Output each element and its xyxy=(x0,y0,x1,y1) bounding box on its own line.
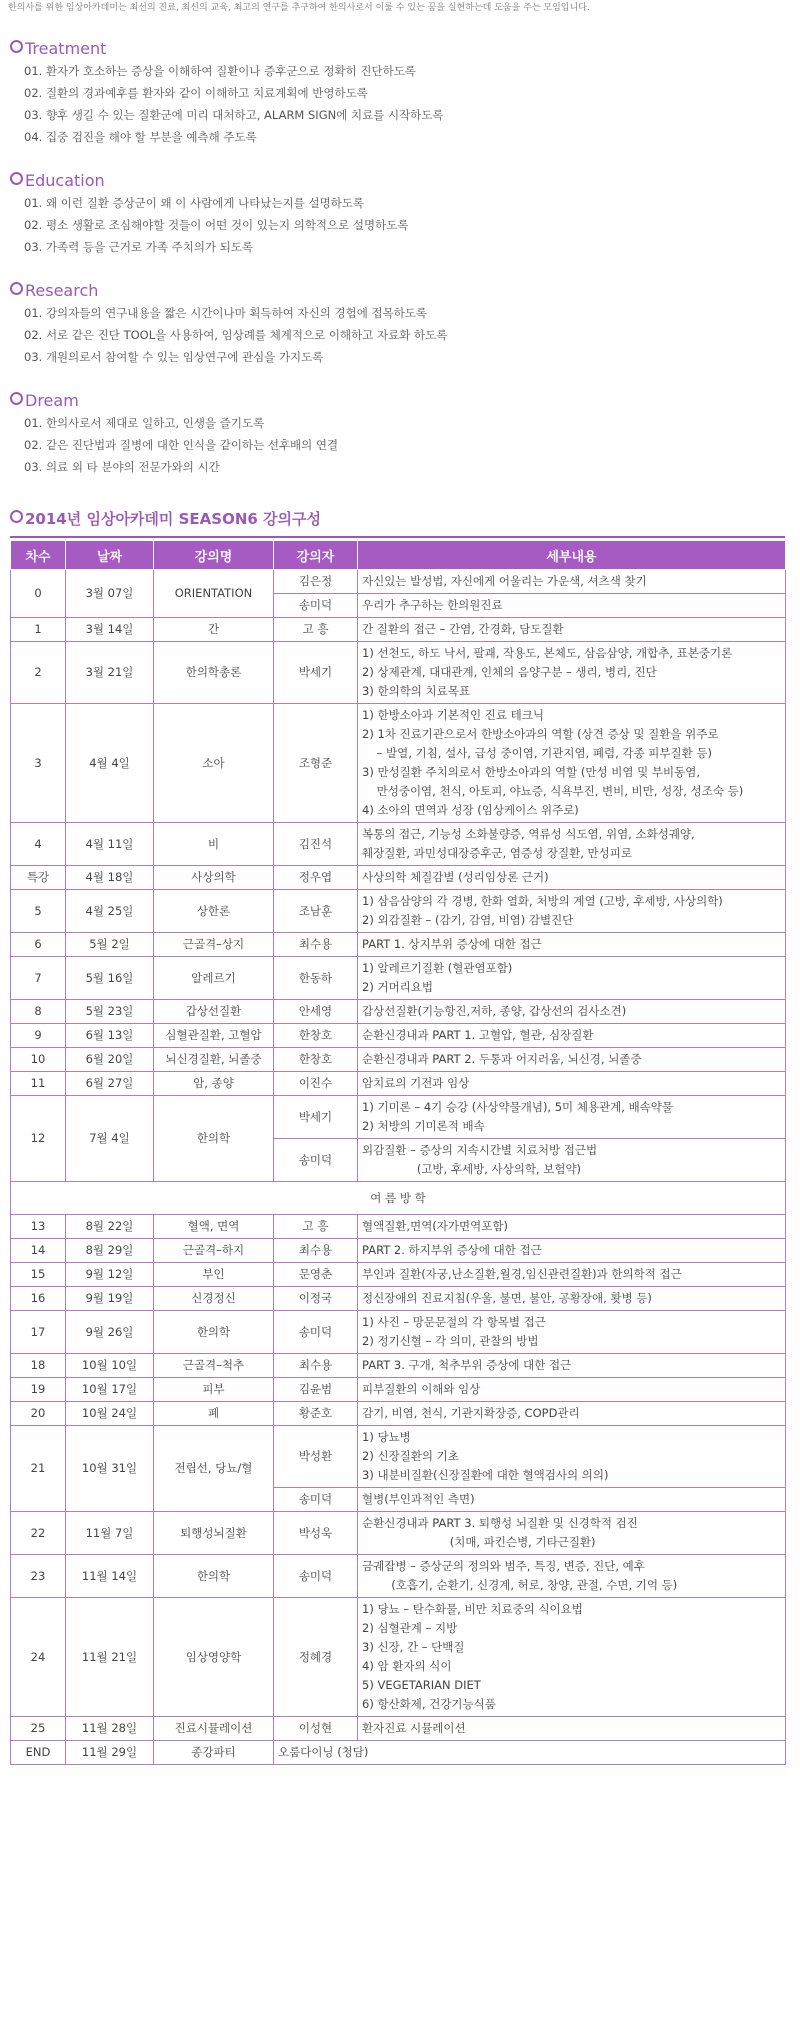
cell-lecturer: 김은정 xyxy=(274,570,358,594)
table-row xyxy=(11,618,786,642)
section-item: 01. 한의사로서 제대로 일하고, 인생을 즐기도록 xyxy=(24,416,265,430)
cell-date: 10월 24일 xyxy=(66,1402,154,1426)
cell-title: 한의학 xyxy=(154,1311,274,1354)
cell-content: 1) 한방소아과 기본적인 진료 테크닉 2) 1차 진료기관으로서 한방소아과의 역할 (상견 증상 및 질환을 위주로 – 발열, 기침, 설사, 급성 중이염, 기관지염, 폐렴, 각종 피부질환 등) 3) 만성질환 주치의로서 한방소아과의 역할 (만성 비염 및 부비동염, 만성중이염, 천식, 아토피, 야뇨증, 식욕부진, 변비, 비만, 성장, 성조숙 등) 4) 소아의 면역과 성장 (임상케이스 위주로) xyxy=(358,704,786,823)
cell-no: 21 xyxy=(11,1426,66,1512)
table-row xyxy=(11,933,786,957)
cell-no: 25 xyxy=(11,1717,66,1741)
cell-no: 17 xyxy=(11,1311,66,1354)
cell-content: 1) 알레르기질환 (혈관염포함) 2) 거머리요법 xyxy=(358,957,786,1000)
cell-lecturer: 조남훈 xyxy=(274,890,358,933)
cell-title: 혈액, 면역 xyxy=(154,1215,274,1239)
cell-title: 종강파티 xyxy=(154,1741,274,1765)
cell-title: 피부 xyxy=(154,1378,274,1402)
cell-title: 심혈관질환, 고혈압 xyxy=(154,1024,274,1048)
section-title-text: Education xyxy=(25,171,105,190)
cell-lecturer: 한창호 xyxy=(274,1024,358,1048)
cell-no: 18 xyxy=(11,1354,66,1378)
schedule-title xyxy=(10,508,321,530)
cell-no: 1 xyxy=(11,618,66,642)
cell-date: 9월 26일 xyxy=(66,1311,154,1354)
cell-lecturer: 문영춘 xyxy=(274,1263,358,1287)
cell-lecturer: 최수용 xyxy=(274,1239,358,1263)
section-item: 01. 환자가 호소하는 증상을 이해하여 질환이나 증후군으로 정확히 진단하도록 xyxy=(24,64,416,78)
section-research xyxy=(10,280,447,368)
cell-lecturer: 박세기 xyxy=(274,642,358,704)
cell-date: 11월 7일 xyxy=(66,1512,154,1555)
table-row xyxy=(11,1239,786,1263)
cell-no: 15 xyxy=(11,1263,66,1287)
cell-date: 4월 4일 xyxy=(66,704,154,823)
cell-title: 진료시뮬레이션 xyxy=(154,1717,274,1741)
cell-lecturer: 김진석 xyxy=(274,823,358,866)
cell-date: 7월 4일 xyxy=(66,1096,154,1182)
cell-content: 1) 당뇨병 2) 신장질환의 기초 3) 내분비질환(신장질환에 대한 혈액검사의 의의) xyxy=(358,1426,786,1488)
cell-content: 갑상선질환(기능항진,저하, 종양, 갑상선의 검사소견) xyxy=(358,1000,786,1024)
cell-lecturer: 황준호 xyxy=(274,1402,358,1426)
cell-content: PART 1. 상지부위 증상에 대한 접근 xyxy=(358,933,786,957)
cell-no: 2 xyxy=(11,642,66,704)
circle-bullet-icon xyxy=(10,172,23,185)
circle-bullet-icon xyxy=(10,392,23,405)
cell-content: 간 질환의 접근 – 간염, 간경화, 담도질환 xyxy=(358,618,786,642)
table-row xyxy=(11,1024,786,1048)
section-item: 01. 왜 이런 질환 증상군이 왜 이 사람에게 나타났는지를 설명하도록 xyxy=(24,196,365,210)
cell-no: 16 xyxy=(11,1287,66,1311)
cell-date: 3월 21일 xyxy=(66,642,154,704)
cell-no: 7 xyxy=(11,957,66,1000)
cell-no: END xyxy=(11,1741,66,1765)
table-row xyxy=(11,1354,786,1378)
cell-lecturer: 정우엽 xyxy=(274,866,358,890)
cell-content: 부인과 질환(자궁,난소질환,월경,임신관련질환)과 한의학적 접근 xyxy=(358,1263,786,1287)
cell-lecturer: 송미덕 xyxy=(274,1311,358,1354)
cell-title: 근골격–척추 xyxy=(154,1354,274,1378)
cell-content: 오룸다이닝 (청담) xyxy=(274,1741,786,1765)
section-item: 03. 가족력 등을 근거로 가족 주치의가 되도록 xyxy=(24,240,254,254)
table-row xyxy=(11,1048,786,1072)
cell-title: 알레르기 xyxy=(154,957,274,1000)
section-item: 02. 질환의 경과예후를 환자와 같이 이해하고 치료계획에 반영하도록 xyxy=(24,86,368,100)
cell-lecturer: 송미덕 xyxy=(274,1139,358,1182)
cell-lecturer: 한창호 xyxy=(274,1048,358,1072)
cell-title: ORIENTATION xyxy=(154,570,274,618)
cell-title: 한의학총론 xyxy=(154,642,274,704)
cell-date: 5월 2일 xyxy=(66,933,154,957)
table-row xyxy=(11,957,786,1000)
cell-title: 임상영양학 xyxy=(154,1598,274,1717)
cell-lecturer: 최수용 xyxy=(274,1354,358,1378)
cell-no: 3 xyxy=(11,704,66,823)
cell-date: 5월 16일 xyxy=(66,957,154,1000)
cell-lecturer: 박성환 xyxy=(274,1426,358,1488)
cell-no: 19 xyxy=(11,1378,66,1402)
cell-date: 11월 29일 xyxy=(66,1741,154,1765)
cell-no: 6 xyxy=(11,933,66,957)
intro-text: 한의사를 위한 임상아카데미는 최선의 진료, 최신의 교육, 최고의 연구를 추구하여 한의사로서 이룰 수 있는 꿈을 실현하는데 도움을 주는 모임입니다. xyxy=(8,3,590,13)
section-item: 02. 같은 진단법과 질병에 대한 인식을 같이하는 선후배의 연결 xyxy=(24,438,339,452)
cell-date: 8월 22일 xyxy=(66,1215,154,1239)
section-title-text: Research xyxy=(25,281,99,300)
table-row xyxy=(11,1598,786,1717)
cell-lecturer: 고 흥 xyxy=(274,618,358,642)
header-lecturer: 강의자 xyxy=(274,541,358,570)
cell-date: 5월 23일 xyxy=(66,1000,154,1024)
table-row xyxy=(11,1555,786,1598)
cell-no: 24 xyxy=(11,1598,66,1717)
header-title: 강의명 xyxy=(154,541,274,570)
cell-date: 11월 21일 xyxy=(66,1598,154,1717)
cell-date: 4월 25일 xyxy=(66,890,154,933)
cell-lecturer: 송미덕 xyxy=(274,594,358,618)
table-row xyxy=(11,1717,786,1741)
cell-date: 9월 12일 xyxy=(66,1263,154,1287)
cell-title: 한의학 xyxy=(154,1096,274,1182)
table-row xyxy=(11,890,786,933)
cell-no: 4 xyxy=(11,823,66,866)
table-row xyxy=(11,1311,786,1354)
cell-lecturer: 이정국 xyxy=(274,1287,358,1311)
cell-content: 암치료의 기전과 임상 xyxy=(358,1072,786,1096)
cell-content: 1) 기미론 – 4기 승강 (사상약물개념), 5미 체용관계, 배속약물 2) 처방의 기미론적 배속 xyxy=(358,1096,786,1139)
cell-content: 순환신경내과 PART 1. 고혈압, 혈관, 심장질환 xyxy=(358,1024,786,1048)
section-item: 03. 향후 생길 수 있는 질환군에 미리 대처하고, ALARM SIGN에 치료를 시작하도록 xyxy=(24,108,444,122)
cell-date: 10월 10일 xyxy=(66,1354,154,1378)
section-item: 02. 평소 생활로 조심해야할 것들이 어떤 것이 있는지 의학적으로 설명하도록 xyxy=(24,218,409,232)
cell-no: 14 xyxy=(11,1239,66,1263)
cell-content: PART 2. 하지부위 증상에 대한 접근 xyxy=(358,1239,786,1263)
circle-bullet-icon xyxy=(10,510,23,523)
cell-title: 사상의학 xyxy=(154,866,274,890)
cell-content: 외감질환 – 증상의 지속시간별 치료처방 접근법 (고방, 후세방, 사상의학, 보험약) xyxy=(358,1139,786,1182)
cell-lecturer: 조형준 xyxy=(274,704,358,823)
table-row xyxy=(11,1512,786,1555)
cell-no: 23 xyxy=(11,1555,66,1598)
cell-lecturer: 박세기 xyxy=(274,1096,358,1139)
cell-content: 감기, 비염, 천식, 기관지확장증, COPD관리 xyxy=(358,1402,786,1426)
section-dream xyxy=(10,390,338,478)
section-item: 01. 강의자들의 연구내용을 짧은 시간이나마 획득하여 자신의 경험에 접목하도록 xyxy=(24,306,428,320)
cell-no: 11 xyxy=(11,1072,66,1096)
cell-content: 혈병(부인과적인 측면) xyxy=(358,1488,786,1512)
cell-content: 순환신경내과 PART 2. 두통과 어지러움, 뇌신경, 뇌졸중 xyxy=(358,1048,786,1072)
cell-title: 부인 xyxy=(154,1263,274,1287)
section-item: 03. 의료 외 타 분야의 전문가와의 시간 xyxy=(24,460,220,474)
cell-date: 10월 17일 xyxy=(66,1378,154,1402)
cell-date: 6월 13일 xyxy=(66,1024,154,1048)
cell-no: 12 xyxy=(11,1096,66,1182)
table-row xyxy=(11,704,786,823)
cell-content: 정신장애의 진료지침(우울, 불면, 불안, 공황장애, 홧병 등) xyxy=(358,1287,786,1311)
schedule-table xyxy=(10,540,786,1765)
section-treatment xyxy=(10,38,444,148)
cell-lecturer: 정혜경 xyxy=(274,1598,358,1717)
cell-no: 8 xyxy=(11,1000,66,1024)
cell-date: 4월 18일 xyxy=(66,866,154,890)
section-title xyxy=(10,170,408,192)
section-education xyxy=(10,170,408,258)
cell-title: 근골격–상지 xyxy=(154,933,274,957)
cell-date: 6월 20일 xyxy=(66,1048,154,1072)
divider xyxy=(10,536,785,538)
cell-title: 신경정신 xyxy=(154,1287,274,1311)
cell-lecturer: 안세영 xyxy=(274,1000,358,1024)
cell-content: 순환신경내과 PART 3. 퇴행성 뇌질환 및 신경학적 검진 (치매, 파킨슨병, 기타근질환) xyxy=(358,1512,786,1555)
cell-content: 혈액질환,면역(자가면역포함) xyxy=(358,1215,786,1239)
cell-no: 9 xyxy=(11,1024,66,1048)
cell-date: 3월 07일 xyxy=(66,570,154,618)
cell-date: 11월 14일 xyxy=(66,1555,154,1598)
table-row xyxy=(11,1426,786,1488)
cell-content: 환자진료 시뮬레이션 xyxy=(358,1717,786,1741)
cell-title: 소아 xyxy=(154,704,274,823)
summer-break-label: 여 름 방 학 xyxy=(11,1182,786,1215)
cell-date: 8월 29일 xyxy=(66,1239,154,1263)
table-row xyxy=(11,1096,786,1139)
header-date: 날짜 xyxy=(66,541,154,570)
cell-title: 상한론 xyxy=(154,890,274,933)
cell-lecturer: 한동하 xyxy=(274,957,358,1000)
table-row xyxy=(11,1215,786,1239)
cell-date: 3월 14일 xyxy=(66,618,154,642)
cell-content: 자신있는 발성법, 자신에게 어울리는 가운색, 셔츠색 찾기 xyxy=(358,570,786,594)
cell-title: 근골격–하지 xyxy=(154,1239,274,1263)
cell-no: 20 xyxy=(11,1402,66,1426)
cell-lecturer: 최수용 xyxy=(274,933,358,957)
cell-no: 13 xyxy=(11,1215,66,1239)
table-row xyxy=(11,570,786,594)
table-row xyxy=(11,866,786,890)
schedule-title-text: 2014년 임상아카데미 SEASON6 강의구성 xyxy=(25,510,322,528)
cell-lecturer: 이성현 xyxy=(274,1717,358,1741)
section-title xyxy=(10,280,447,302)
cell-title: 퇴행성뇌질환 xyxy=(154,1512,274,1555)
cell-no: 22 xyxy=(11,1512,66,1555)
cell-lecturer: 송미덕 xyxy=(274,1555,358,1598)
cell-date: 6월 27일 xyxy=(66,1072,154,1096)
table-row xyxy=(11,1378,786,1402)
circle-bullet-icon xyxy=(10,282,23,295)
cell-title: 뇌신경질환, 뇌졸중 xyxy=(154,1048,274,1072)
cell-content: 금궤잡병 – 증상군의 정의와 범주, 특징, 변증, 진단, 예후 (호흡기, 순환기, 신경계, 허로, 창양, 관절, 수면, 기억 등) xyxy=(358,1555,786,1598)
summer-break-row xyxy=(11,1182,786,1215)
cell-content: 1) 당뇨 – 탄수화물, 비만 치료중의 식이요법 2) 심혈관계 – 지방 3) 신장, 간 – 단백질 4) 암 환자의 식이 5) VEGETARIAN DIET 6) 항산화제, 건강기능식품 xyxy=(358,1598,786,1717)
cell-content: PART 3. 구개, 척추부위 증상에 대한 접근 xyxy=(358,1354,786,1378)
cell-title: 폐 xyxy=(154,1402,274,1426)
cell-title: 암, 종양 xyxy=(154,1072,274,1096)
section-title xyxy=(10,38,444,60)
cell-no: 특강 xyxy=(11,866,66,890)
table-row xyxy=(11,823,786,866)
cell-lecturer: 고 흥 xyxy=(274,1215,358,1239)
cell-title: 간 xyxy=(154,618,274,642)
section-title xyxy=(10,390,338,412)
cell-content: 사상의학 체질감별 (성리임상론 근거) xyxy=(358,866,786,890)
section-item: 04. 집중 검진을 해야 할 부분을 예측해 주도록 xyxy=(24,130,257,144)
cell-title: 전립선, 당뇨/혈 xyxy=(154,1426,274,1512)
section-title-text: Treatment xyxy=(25,39,107,58)
table-header-row xyxy=(11,541,786,570)
cell-content: 1) 선천도, 하도 낙서, 팔괘, 작용도, 본체도, 삼음삼양, 개합추, 표본중기론 2) 상제관계, 대대관계, 인체의 음양구분 – 생리, 병리, 진단 3) 한의학의 치료목표 xyxy=(358,642,786,704)
cell-content: 1) 사진 – 망문문절의 각 항목별 접근 2) 정기신혈 – 각 의미, 관찰의 방법 xyxy=(358,1311,786,1354)
section-item: 02. 서로 같은 진단 TOOL을 사용하여, 임상례를 체계적으로 이해하고 자료화 하도록 xyxy=(24,328,448,342)
table-row xyxy=(11,1000,786,1024)
cell-title: 한의학 xyxy=(154,1555,274,1598)
cell-lecturer: 송미덕 xyxy=(274,1488,358,1512)
section-item: 03. 개원의로서 참여할 수 있는 임상연구에 관심을 가지도록 xyxy=(24,350,324,364)
cell-date: 9월 19일 xyxy=(66,1287,154,1311)
table-row xyxy=(11,1072,786,1096)
cell-date: 4월 11일 xyxy=(66,823,154,866)
table-row xyxy=(11,1402,786,1426)
cell-lecturer: 이진수 xyxy=(274,1072,358,1096)
table-row xyxy=(11,642,786,704)
table-row xyxy=(11,1287,786,1311)
table-row xyxy=(11,1741,786,1765)
header-no: 차수 xyxy=(11,541,66,570)
cell-title: 갑상선질환 xyxy=(154,1000,274,1024)
section-title-text: Dream xyxy=(25,391,79,410)
cell-title: 비 xyxy=(154,823,274,866)
cell-content: 복통의 접근, 기능성 소화불량증, 역류성 식도염, 위염, 소화성궤양, 췌장질환, 과민성대장증후군, 염증성 장질환, 만성피로 xyxy=(358,823,786,866)
cell-date: 10월 31일 xyxy=(66,1426,154,1512)
header-content: 세부내용 xyxy=(358,541,786,570)
cell-lecturer: 박성욱 xyxy=(274,1512,358,1555)
schedule-body xyxy=(11,570,786,1765)
cell-content: 우리가 추구하는 한의원진료 xyxy=(358,594,786,618)
cell-no: 0 xyxy=(11,570,66,618)
cell-content: 1) 삼음삼양의 각 경병, 한화 열화, 처방의 계열 (고방, 후세방, 사상의학) 2) 외감질환 – (감기, 감염, 비염) 감별진단 xyxy=(358,890,786,933)
cell-date: 11월 28일 xyxy=(66,1717,154,1741)
cell-no: 5 xyxy=(11,890,66,933)
table-row xyxy=(11,1263,786,1287)
cell-no: 10 xyxy=(11,1048,66,1072)
cell-lecturer: 김윤범 xyxy=(274,1378,358,1402)
cell-content: 피부질환의 이해와 임상 xyxy=(358,1378,786,1402)
circle-bullet-icon xyxy=(10,40,23,53)
